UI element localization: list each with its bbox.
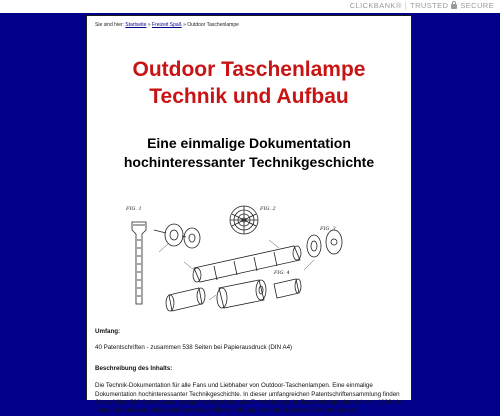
svg-text:FIG. 3: FIG. 3 xyxy=(320,226,336,232)
product-details xyxy=(87,328,411,416)
breadcrumb-home-link[interactable]: Startseite xyxy=(125,22,147,28)
exploded-cylinder-drawing xyxy=(193,246,301,282)
trust-separator: | xyxy=(404,1,408,10)
svg-text:FIG. 4: FIG. 4 xyxy=(274,270,290,276)
description-text: Die Technik-Dokumentation für alle Fans und Liebhaber von Outdoor-Taschenlampen. Eine einmalige Dokumentation hochinteressanter Technikgeschichte. In dieser umfangreichen Patentschriftensammlung finden Sie auf über 500 Seiten (wenn ausgedruckt) nahezu alle Entwicklungen im Taschenlampenbereich von 1980 bis heute. Sie erhalten umfassende technische Beschreibungen und detailgenaue Zeichnungen von xyxy=(95,382,402,415)
scope-label: Umfang: xyxy=(95,328,121,335)
page-title xyxy=(87,56,411,110)
svg-text:FIG. 1: FIG. 1 xyxy=(126,206,142,212)
trusted-label: TRUSTED xyxy=(410,1,449,10)
page-subtitle-line-1: Eine einmalige Dokumentation xyxy=(147,135,351,151)
description-label: Beschreibung des Inhalts: xyxy=(95,364,173,372)
content-page xyxy=(86,15,412,415)
patent-drawing-illustration xyxy=(124,200,374,320)
page-subtitle xyxy=(87,134,411,172)
flashlight-body-drawing xyxy=(132,222,146,304)
reference-leaders-drawing xyxy=(159,240,314,300)
breadcrumb-separator: » xyxy=(147,22,151,28)
breadcrumb-current: Outdoor Taschenlampe xyxy=(187,22,239,28)
page-title-line-2: Technik und Aufbau xyxy=(149,85,349,108)
breadcrumb xyxy=(95,22,411,28)
svg-text:FIG. 2: FIG. 2 xyxy=(260,206,276,212)
ring-assembly-drawing xyxy=(154,224,200,248)
clickbank-brand: CLICKBANK® xyxy=(349,1,402,10)
clickbank-trust-badge xyxy=(350,1,494,10)
trust-bar xyxy=(0,0,500,13)
scope-text: 40 Patentschriften - zusammen 538 Seiten bei Papierausdruck (DIN A4) xyxy=(95,344,293,352)
lock-icon xyxy=(451,4,457,9)
secure-label: SECURE xyxy=(460,1,494,10)
breadcrumb-prefix: Sie sind hier: xyxy=(95,22,124,28)
housing-detail-drawing xyxy=(166,279,301,311)
breadcrumb-category-link[interactable]: Freizeit Spaß xyxy=(151,22,182,28)
breadcrumb-separator: » xyxy=(183,22,186,28)
page-title-line-1: Outdoor Taschenlampe xyxy=(132,58,366,81)
lens-disc-drawing xyxy=(230,206,258,234)
end-cap-drawing xyxy=(307,230,342,257)
page-subtitle-line-2: hochinteressanter Technikgeschichte xyxy=(123,154,375,170)
